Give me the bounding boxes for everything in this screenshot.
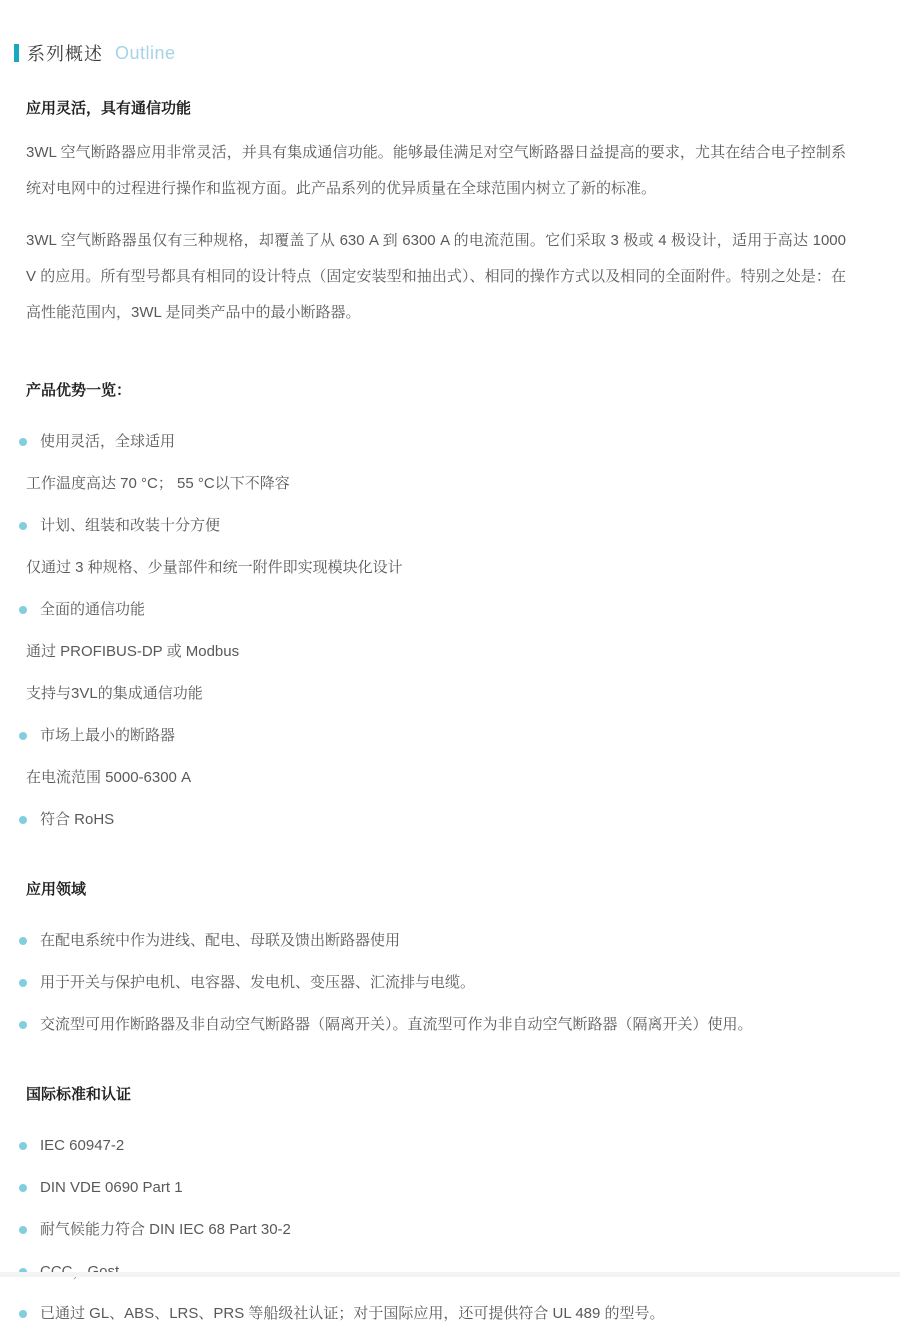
bullet-dot-icon	[19, 732, 27, 740]
list-item	[26, 1135, 846, 1156]
list-item-text: 支持与3VL的集成通信功能	[26, 685, 203, 702]
list-item	[26, 641, 846, 662]
list-item-text: 全面的通信功能	[40, 601, 146, 618]
list-item	[26, 1177, 846, 1198]
list-item-text: 在配电系统中作为进线、配电、母联及馈出断路器使用	[40, 932, 401, 949]
bullet-dot-icon	[19, 816, 27, 824]
advantages-heading: 产品优势一览：	[26, 382, 132, 399]
list-item	[26, 809, 846, 830]
list-item	[26, 431, 846, 452]
list-item-text: 用于开关与保护电机、电容器、发电机、变压器、汇流排与电缆。	[40, 974, 476, 991]
intro-paragraph-1: 3WL 空气断路器应用非常灵活，并具有集成通信功能。能够最佳满足对空气断路器日益提高的要求，尤其在结合电子控制系统对电网中的过程进行操作和监视方面。此产品系列的优异质量在全球范围内树立了新的标准。	[26, 144, 846, 197]
list-item	[26, 767, 846, 788]
list-item-text: 交流型可用作断路器及非自动空气断路器（隔离开关）。直流型可作为非自动空气断路器（隔离开关）使用。	[40, 1016, 753, 1033]
list-item-text: 通过 PROFIBUS-DP 或 Modbus	[26, 643, 240, 660]
list-item	[26, 930, 846, 951]
applications-heading: 应用领域	[26, 881, 87, 898]
list-item-text: IEC 60947-2	[40, 1137, 125, 1154]
list-item-text: 市场上最小的断路器	[40, 727, 176, 744]
list-item-text: DIN VDE 0690 Part 1	[40, 1179, 183, 1196]
applications-list	[26, 930, 846, 1035]
list-item	[26, 1303, 846, 1324]
standards-heading: 国际标准和认证	[26, 1086, 132, 1103]
list-item-text: 使用灵活，全球适用	[40, 433, 176, 450]
bullet-dot-icon	[19, 1310, 27, 1318]
list-item	[26, 515, 846, 536]
bullet-dot-icon	[19, 1226, 27, 1234]
bullet-dot-icon	[19, 438, 27, 446]
list-item-text: 在电流范围 5000-6300 A	[26, 769, 192, 786]
list-item	[26, 599, 846, 620]
list-item	[26, 725, 846, 746]
list-item	[26, 1014, 846, 1035]
accent-bar-icon	[14, 44, 19, 62]
bullet-dot-icon	[19, 1142, 27, 1150]
bullet-dot-icon	[19, 937, 27, 945]
outline-page	[0, 40, 900, 1322]
bottom-divider	[0, 1272, 900, 1277]
intro-paragraph-2: 3WL 空气断路器虽仅有三种规格，却覆盖了从 630 A 到 6300 A 的电流范围。它们采取 3 极或 4 极设计，适用于高达 1000 V 的应用。所有型号都具有相同的设计特点（固定安装型和抽出式）、相同的操作方式以及相同的全面附件。特别之处是：在高性能范围内，3WL 是同类产品中的最小断路器。	[26, 232, 846, 321]
section-title-row	[14, 40, 900, 66]
bullet-dot-icon	[19, 1021, 27, 1029]
bullet-dot-icon	[19, 606, 27, 614]
bullet-dot-icon	[19, 522, 27, 530]
section-title: 系列概述	[27, 44, 103, 64]
list-item-text: 仅通过 3 种规格、少量部件和统一附件即实现模块化设计	[26, 559, 403, 576]
standards-list	[26, 1135, 846, 1324]
list-item	[26, 1219, 846, 1240]
list-item	[26, 557, 846, 578]
list-item-text: 工作温度高达 70 °C； 55 °C以下不降容	[26, 475, 290, 492]
list-item	[26, 683, 846, 704]
list-item	[26, 972, 846, 993]
bullet-dot-icon	[19, 979, 27, 987]
list-item-text: 已通过 GL、ABS、LRS、PRS 等船级社认证；对于国际应用，还可提供符合 UL 489 的型号。	[40, 1305, 665, 1322]
list-item	[26, 473, 846, 494]
advantages-list	[26, 431, 846, 830]
list-item-text: 耐气候能力符合 DIN IEC 68 Part 30-2	[40, 1221, 291, 1238]
section-subtitle: Outline	[115, 42, 176, 63]
list-item-text: 符合 RoHS	[40, 811, 115, 828]
bullet-dot-icon	[19, 1184, 27, 1192]
list-item-text: 计划、组装和改装十分方便	[40, 517, 221, 534]
intro-heading: 应用灵活，具有通信功能	[26, 100, 192, 117]
